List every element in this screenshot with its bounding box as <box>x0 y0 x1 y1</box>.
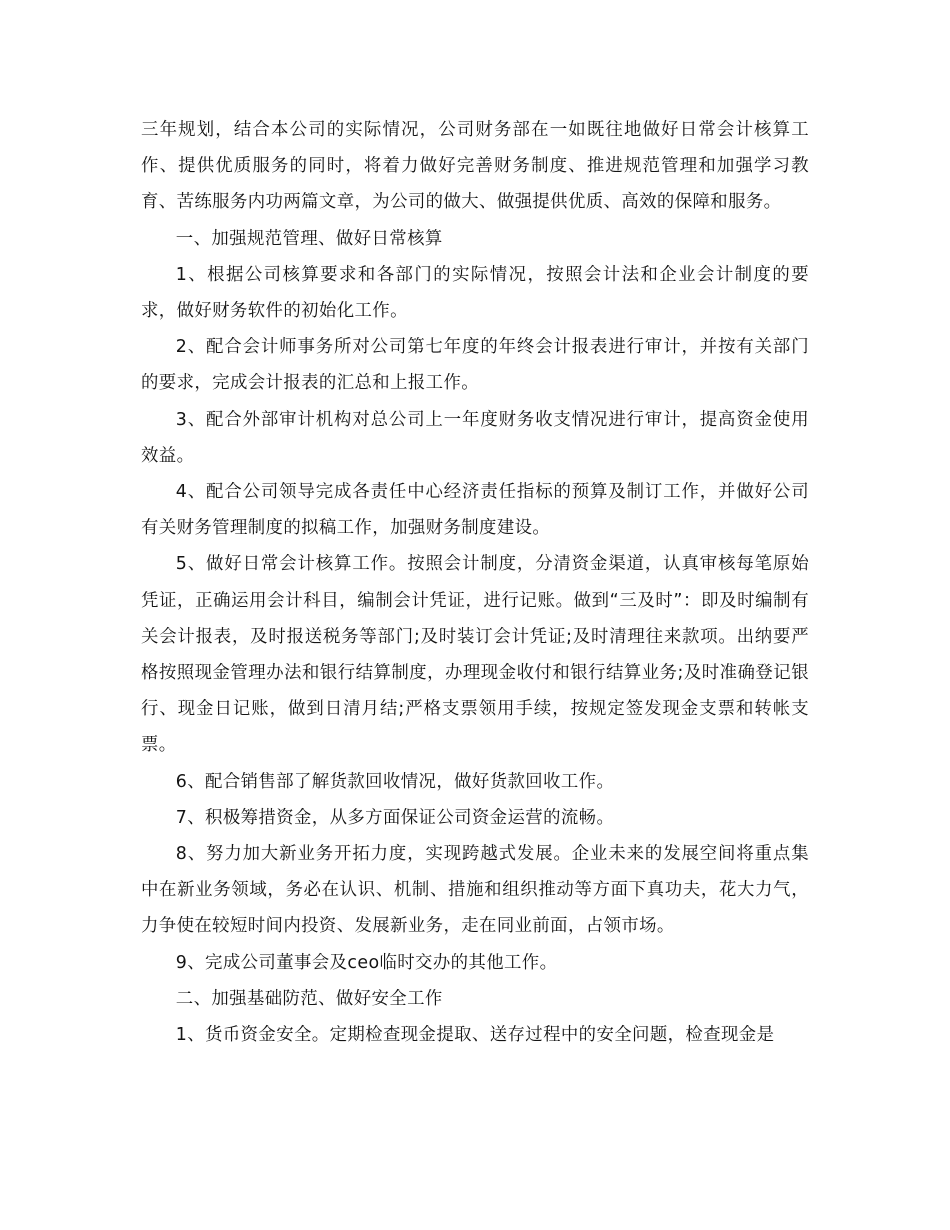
paragraph-item-8: 8、努力加大新业务开拓力度，实现跨越式发展。企业未来的发展空间将重点集中在新业务领域，务必在认识、机制、措施和组织推动等方面下真功夫，花大力气，力争使在较短时间内投资、发展新业务，走在同业前面，占领市场。 <box>141 844 809 937</box>
paragraph-item-1: 1、根据公司核算要求和各部门的实际情况，按照会计法和企业会计制度的要求，做好财务软件的初始化工作。 <box>141 264 809 322</box>
paragraph-item-4: 4、配合公司领导完成各责任中心经济责任指标的预算及制订工作，并做好公司有关财务管理制度的拟稿工作，加强财务制度建设。 <box>141 482 809 539</box>
section-heading-1: 一、加强规范管理、做好日常核算 <box>175 228 443 249</box>
section-heading-2: 二、加强基础防范、做好安全工作 <box>175 988 443 1009</box>
paragraph-item-3: 3、配合外部审计机构对总公司上一年度财务收支情况进行审计，提高资金使用效益。 <box>141 409 809 466</box>
paragraph-item-9: 9、完成公司董事会及ceo临时交办的其他工作。 <box>175 952 558 973</box>
paragraph-intro: 三年规划，结合本公司的实际情况，公司财务部在一如既往地做好日常会计核算工作、提供优质服务的同时，将着力做好完善财务制度、推进规范管理和加强学习教育、苦练服务内功两篇文章，为公司的做大、做强提供优质、高效的保障和服务。 <box>141 120 809 213</box>
paragraph-item-5: 5、做好日常会计核算工作。按照会计制度，分清资金渠道，认真审核每笔原始凭证，正确运用会计科目，编制会计凭证，进行记账。做到“三及时”：即及时编制有关会计报表，及时报送税务等部门;及时装订会计凭证;及时清理往来款项。出纳要严格按照现金管理办法和银行结算制度，办理现金收付和银行结算业务;及时准确登记银行、现金日记账，做到日清月结;严格支票领用手续，按规定签发现金支票和转帐支票。 <box>141 554 809 756</box>
paragraph-item-2-1: 1、货币资金安全。定期检查现金提取、送存过程中的安全问题，检查现金是 <box>175 1025 775 1046</box>
paragraph-item-2: 2、配合会计师事务所对公司第七年度的年终会计报表进行审计，并按有关部门的要求，完成会计报表的汇总和上报工作。 <box>141 337 809 394</box>
paragraph-item-7: 7、积极筹措资金，从多方面保证公司资金运营的流畅。 <box>175 807 615 828</box>
document-body <box>141 112 809 1053</box>
paragraph-item-6: 6、配合销售部了解货款回收情况，做好货款回收工作。 <box>175 771 615 792</box>
